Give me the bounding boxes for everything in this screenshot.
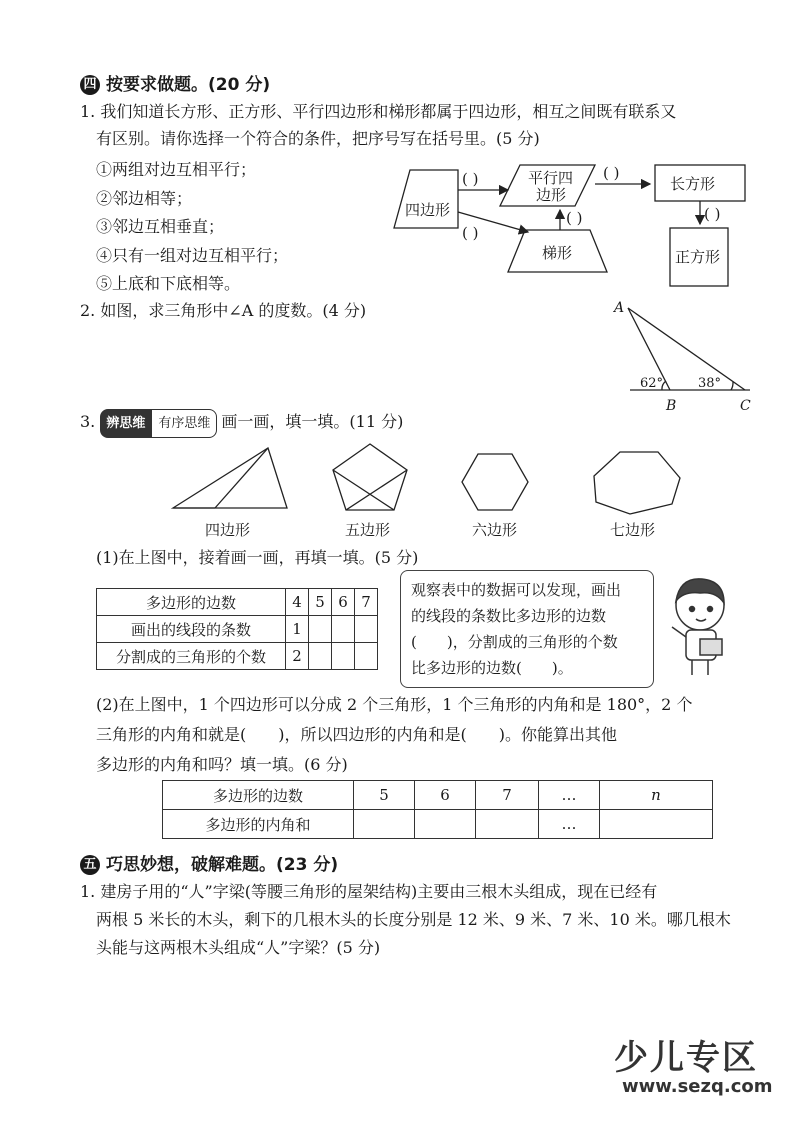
polygon-shapes bbox=[0, 440, 800, 550]
t1-r2-5[interactable] bbox=[309, 616, 332, 643]
angle-b-label: 62° bbox=[640, 376, 664, 391]
q3-sub2-line-2: 三角形的内角和就是( )，所以四边形的内角和是( )。你能算出其他 bbox=[96, 725, 617, 744]
note-line-3: ( )，分割成的三角形的个数 bbox=[411, 633, 618, 651]
label-para-1: 平行四 bbox=[528, 169, 574, 187]
q5-1-line-3: 头能与这两根木头组成“人”字梁？(5 分) bbox=[96, 938, 381, 957]
interior-angle-table bbox=[162, 780, 713, 839]
q2-text: 2. 如图，求三角形中∠A 的度数。(4 分) bbox=[80, 301, 367, 320]
q1-option-2: ②邻边相等； bbox=[96, 188, 193, 208]
quadrilateral-relation-diagram bbox=[0, 0, 800, 300]
t1-h-6: 6 bbox=[332, 589, 355, 616]
label-trap: 梯形 bbox=[542, 244, 573, 262]
t1-r3-4: 2 bbox=[286, 643, 309, 670]
shape-label-pentagon: 五边形 bbox=[345, 521, 391, 539]
note-line-4: 比多边形的边数( )。 bbox=[411, 659, 573, 677]
blank-quad-trap[interactable]: ( ) bbox=[462, 224, 479, 242]
q3-header bbox=[80, 408, 403, 438]
section-4-badge: 四 bbox=[80, 75, 100, 95]
q1-line-2: 有区别。请你选择一个符合的条件，把序号写在括号里。(5 分) bbox=[96, 129, 540, 148]
blank-trap-para[interactable]: ( ) bbox=[566, 209, 583, 227]
t1-r2-4: 1 bbox=[286, 616, 309, 643]
q1-option-5: ⑤上底和下底相等。 bbox=[96, 274, 241, 293]
t1-h-7: 7 bbox=[355, 589, 378, 616]
label-para-2: 边形 bbox=[536, 186, 567, 204]
label-rect: 长方形 bbox=[670, 175, 716, 193]
t1-header-label: 多边形的边数 bbox=[97, 589, 286, 616]
note-line-1: 观察表中的数据可以发现，画出 bbox=[411, 581, 622, 599]
shape-label-hexagon: 六边形 bbox=[472, 521, 518, 539]
t2-r2-n[interactable] bbox=[600, 810, 713, 839]
label-quad: 四边形 bbox=[405, 201, 451, 219]
vertex-b: B bbox=[666, 398, 677, 414]
q1-option-3: ③邻边互相垂直； bbox=[96, 217, 225, 236]
shape-label-quadrilateral: 四边形 bbox=[205, 521, 251, 539]
t2-h-6: 6 bbox=[415, 781, 476, 810]
section-5-header bbox=[80, 850, 338, 875]
section-5-badge: 五 bbox=[80, 855, 100, 875]
t2-r2-ellipsis: … bbox=[539, 810, 600, 839]
label-square: 正方形 bbox=[675, 248, 721, 266]
angle-c-label: 38° bbox=[698, 376, 722, 391]
t1-row2-label: 画出的线段的条数 bbox=[97, 616, 286, 643]
t2-row2-label: 多边形的内角和 bbox=[163, 810, 354, 839]
t2-r2-5[interactable] bbox=[354, 810, 415, 839]
sides-table bbox=[96, 588, 378, 670]
section-4-title: 按要求做题。(20 分) bbox=[106, 75, 271, 95]
watermark-title: 少儿专区 bbox=[614, 1038, 758, 1078]
quad-shape bbox=[394, 170, 458, 228]
q1-option-4: ④只有一组对边互相平行； bbox=[96, 245, 289, 265]
q5-1-line-1: 1. 建房子用的“人”字梁(等腰三角形的屋架结构)主要由三根木头组成，现在已经有 bbox=[80, 882, 658, 901]
q3-sub1: (1)在上图中，接着画一画，再填一填。(5 分) bbox=[96, 548, 419, 567]
q3-sub2 bbox=[96, 690, 786, 780]
t1-h-5: 5 bbox=[309, 589, 332, 616]
note-line-2: 的线段的条数比多边形的边数 bbox=[411, 607, 607, 625]
watermark-url: www.sezq.com bbox=[622, 1076, 773, 1097]
q5-1-line-2: 两根 5 米长的木头，剩下的几根木头的长度分别是 12 米、9 米、7 米、10 米。哪几根木 bbox=[96, 910, 731, 929]
q3-num: 3. bbox=[80, 412, 96, 431]
triangle-figure bbox=[600, 290, 770, 420]
blank-rect-square[interactable]: ( ) bbox=[704, 205, 721, 223]
t1-r3-7[interactable] bbox=[355, 643, 378, 670]
q3-tag-primary: 辨思维 bbox=[100, 409, 151, 438]
t2-h-n: n bbox=[600, 781, 713, 810]
t1-row3-label: 分割成的三角形的个数 bbox=[97, 643, 286, 670]
blank-para-rect[interactable]: ( ) bbox=[603, 164, 620, 182]
vertex-a: A bbox=[614, 300, 625, 316]
shape-hexagon bbox=[462, 454, 528, 510]
boy-illustration bbox=[660, 575, 740, 685]
q3-text: 画一画，填一填。(11 分) bbox=[221, 412, 404, 431]
shape-quadrilateral bbox=[173, 448, 287, 508]
t1-r3-5[interactable] bbox=[309, 643, 332, 670]
t2-h-ellipsis: … bbox=[539, 781, 600, 810]
shape-heptagon bbox=[594, 452, 680, 514]
t2-h-7: 7 bbox=[476, 781, 539, 810]
blank-quad-para[interactable]: ( ) bbox=[462, 170, 479, 188]
t2-header-label: 多边形的边数 bbox=[163, 781, 354, 810]
section-5-title: 巧思妙想，破解难题。(23 分) bbox=[106, 855, 339, 875]
observation-note bbox=[400, 570, 654, 688]
t2-r2-6[interactable] bbox=[415, 810, 476, 839]
vertex-c: C bbox=[740, 398, 751, 414]
t1-r3-6[interactable] bbox=[332, 643, 355, 670]
t2-r2-7[interactable] bbox=[476, 810, 539, 839]
t1-h-4: 4 bbox=[286, 589, 309, 616]
q3-sub2-line-3: 多边形的内角和吗？填一填。(6 分) bbox=[96, 755, 348, 774]
q1-line-1: 1. 我们知道长方形、正方形、平行四边形和梯形都属于四边形，相互之间既有联系又 bbox=[80, 102, 677, 121]
shape-label-heptagon: 七边形 bbox=[610, 521, 656, 539]
t1-r2-7[interactable] bbox=[355, 616, 378, 643]
q3-sub2-line-1: (2)在上图中，1 个四边形可以分成 2 个三角形，1 个三角形的内角和是 180°，2 个 bbox=[96, 695, 693, 714]
q5-1-text bbox=[80, 878, 780, 962]
q1-option-1: ①两组对边互相平行； bbox=[96, 160, 257, 179]
t1-r2-6[interactable] bbox=[332, 616, 355, 643]
t2-h-5: 5 bbox=[354, 781, 415, 810]
q3-tag-secondary: 有序思维 bbox=[151, 409, 217, 438]
